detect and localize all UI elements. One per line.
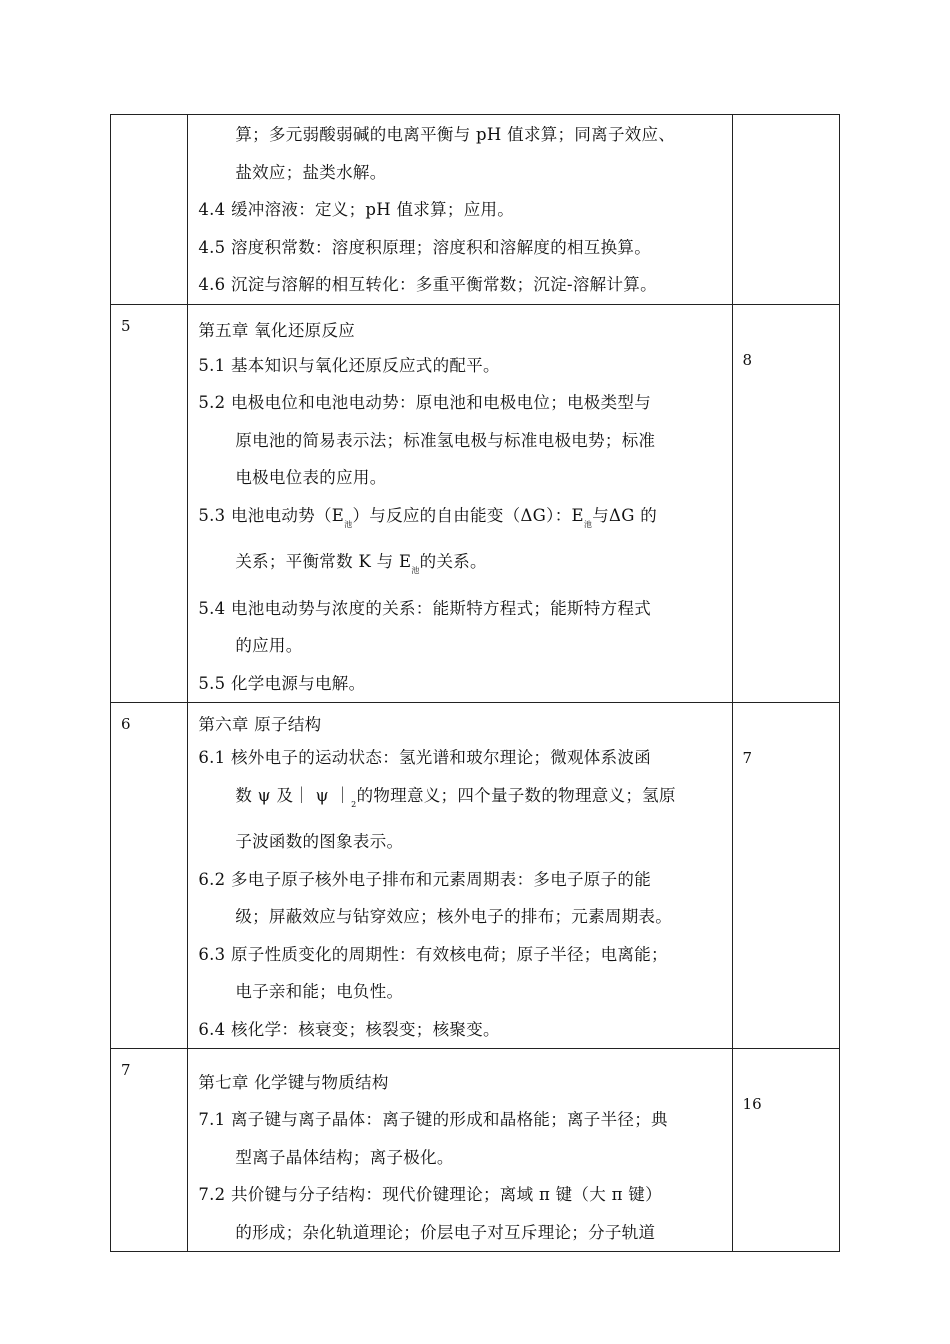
hours-value: 16 [742, 1095, 762, 1113]
chapter-number: 6 [121, 715, 131, 733]
content-line: 6.2 多电子原子核外电子排布和元素周期表：多电子原子的能 [198, 869, 651, 889]
content-line: 级；屏蔽效应与钻穿效应；核外电子的排布；元素周期表。 [235, 907, 673, 926]
content-line-with-subscripts [188, 777, 731, 824]
chapter-title: 第七章 化学键与物质结构 [198, 1073, 389, 1092]
content-line: 4.6 沉淀与溶解的相互转化：多重平衡常数；沉淀-溶解计算。 [198, 275, 657, 294]
content-line: 5.4 电池电动势与浓度的关系：能斯特方程式；能斯特方程式 [198, 598, 651, 618]
content-line: 6.1 核外电子的运动状态：氢光谱和玻尔理论；微观体系波函 [198, 748, 651, 767]
subscript: 池 [344, 519, 353, 529]
chapter-number-cell [111, 703, 188, 1049]
content-line: 盐效应；盐类水解。 [235, 162, 387, 182]
chapter-number-cell [111, 304, 188, 703]
hours-value: 8 [742, 350, 753, 369]
text-span: 的物理意义；四个量子数的物理意义；氢原 [356, 785, 676, 805]
content-line: 5.1 基本知识与氧化还原反应式的配平。 [198, 355, 500, 375]
chapter-title: 第五章 氧化还原反应 [198, 320, 356, 340]
chapter-number: 5 [121, 316, 131, 335]
chapter-number-cell [111, 115, 188, 305]
subscript: 池 [411, 566, 420, 575]
text-span: 5.3 电池电动势（E [198, 505, 345, 525]
chapter-number: 7 [121, 1061, 131, 1079]
content-line: 6.4 核化学：核衰变；核裂变；核聚变。 [198, 1019, 500, 1039]
hours-cell [732, 304, 839, 703]
subscript: 2 [351, 799, 357, 809]
content-cell [188, 703, 732, 1049]
content-line: 5.5 化学电源与电解。 [198, 673, 366, 693]
table-row-chapter-4-continued [111, 115, 840, 305]
text-span: ）与反应的自由能变（ΔG）：E [352, 505, 584, 525]
chapter-title: 第六章 原子结构 [198, 715, 322, 734]
content-line-with-subscripts [188, 497, 731, 544]
subscript: 池 [583, 519, 593, 529]
content-cell [188, 115, 732, 305]
hours-cell [732, 115, 839, 305]
content-line: 原电池的简易表示法；标准氢电极与标准电极电势；标准 [235, 430, 656, 450]
table-row-chapter-6 [111, 703, 840, 1049]
content-line-with-subscripts [188, 543, 731, 590]
content-line: 型离子晶体结构；离子极化。 [235, 1147, 454, 1167]
content-line: 子波函数的图象表示。 [235, 832, 404, 851]
content-line: 电极电位表的应用。 [235, 468, 387, 487]
content-line: 算；多元弱酸弱碱的电离平衡与 pH 值求算；同离子效应、 [235, 125, 676, 144]
text-span: 数 ψ 及｜ ψ ｜ [235, 785, 352, 805]
hours-cell [732, 703, 839, 1049]
text-span: 的关系。 [419, 552, 487, 571]
table-row-chapter-7 [111, 1049, 840, 1252]
content-line: 的应用。 [235, 636, 303, 655]
content-line: 7.2 共价键与分子结构：现代价键理论；离域 π 键（大 π 键） [198, 1185, 662, 1204]
hours-value: 7 [742, 749, 753, 767]
content-line: 6.3 原子性质变化的周期性：有效核电荷；原子半径；电离能； [198, 944, 668, 964]
content-line: 的形成；杂化轨道理论；价层电子对互斥理论；分子轨道 [235, 1222, 656, 1242]
course-outline-table [110, 114, 840, 1252]
content-cell [188, 1049, 732, 1252]
content-cell [188, 304, 732, 703]
content-line: 7.1 离子键与离子晶体：离子键的形成和晶格能；离子半径；典 [198, 1110, 668, 1129]
hours-cell [732, 1049, 839, 1252]
table-row-chapter-5 [111, 304, 840, 703]
content-line: 4.4 缓冲溶液：定义；pH 值求算；应用。 [198, 200, 515, 219]
content-line: 电子亲和能；电负性。 [235, 982, 404, 1001]
chapter-number-cell [111, 1049, 188, 1252]
text-span: 与ΔG 的 [592, 505, 658, 525]
content-line: 5.2 电极电位和电池电动势：原电池和电极电位；电极类型与 [198, 393, 651, 412]
content-line: 4.5 溶度积常数：溶度积原理；溶度积和溶解度的相互换算。 [198, 237, 651, 257]
text-span: 关系；平衡常数 K 与 E [235, 552, 412, 571]
